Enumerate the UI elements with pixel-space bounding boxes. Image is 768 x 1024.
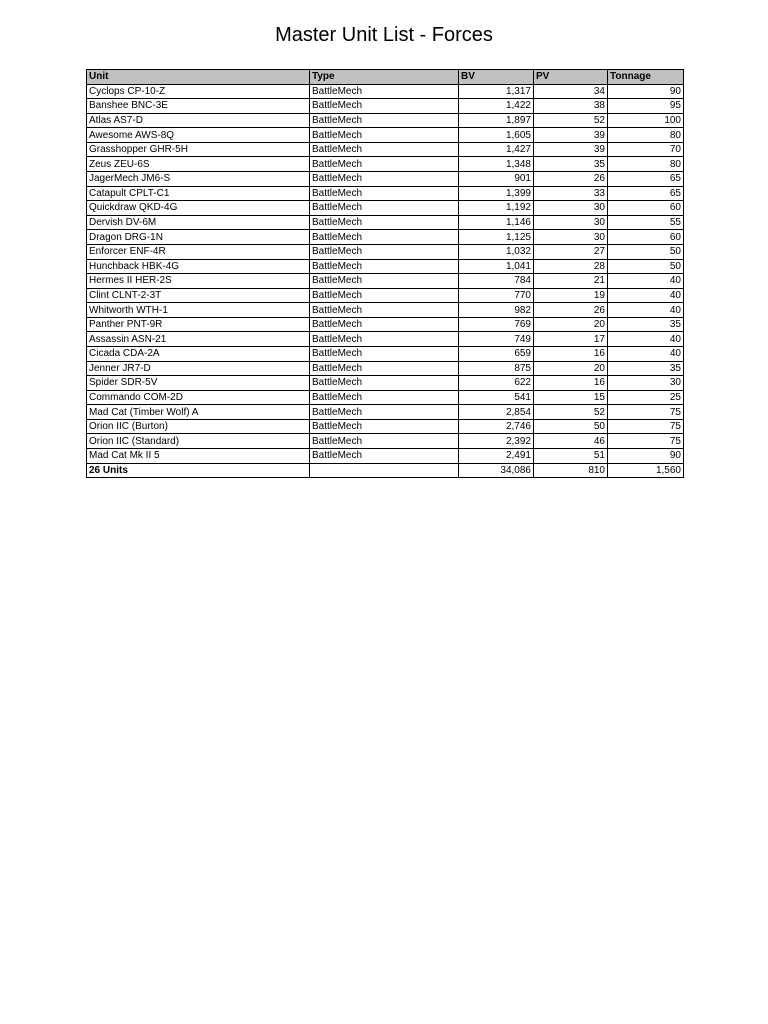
cell-pv: 27 — [534, 244, 608, 259]
cell-pv: 26 — [534, 172, 608, 187]
cell-type: BattleMech — [310, 332, 459, 347]
cell-pv: 35 — [534, 157, 608, 172]
cell-tonnage: 75 — [608, 434, 684, 449]
cell-tonnage: 75 — [608, 419, 684, 434]
cell-type: BattleMech — [310, 419, 459, 434]
cell-bv: 1,897 — [459, 113, 534, 128]
table-row — [87, 317, 684, 332]
page-title: Master Unit List - Forces — [275, 24, 493, 46]
cell-pv: 28 — [534, 259, 608, 274]
cell-unit: Hermes II HER-2S — [87, 274, 310, 289]
cell-bv: 1,605 — [459, 128, 534, 143]
cell-bv: 659 — [459, 346, 534, 361]
cell-tonnage: 75 — [608, 405, 684, 420]
table-row — [87, 157, 684, 172]
column-header-pv: PV — [534, 70, 608, 85]
total-tonnage: 1,560 — [608, 463, 684, 478]
table-row — [87, 274, 684, 289]
cell-unit: Atlas AS7-D — [87, 113, 310, 128]
cell-bv: 1,399 — [459, 186, 534, 201]
cell-tonnage: 90 — [608, 449, 684, 464]
cell-tonnage: 90 — [608, 84, 684, 99]
cell-type: BattleMech — [310, 259, 459, 274]
table-row — [87, 128, 684, 143]
cell-bv: 1,348 — [459, 157, 534, 172]
cell-tonnage: 30 — [608, 376, 684, 391]
cell-bv: 2,854 — [459, 405, 534, 420]
cell-type: BattleMech — [310, 215, 459, 230]
total-bv: 34,086 — [459, 463, 534, 478]
cell-pv: 51 — [534, 449, 608, 464]
cell-type: BattleMech — [310, 434, 459, 449]
table-row — [87, 434, 684, 449]
total-row — [87, 463, 684, 478]
cell-bv: 1,422 — [459, 99, 534, 114]
cell-pv: 16 — [534, 376, 608, 391]
cell-unit: Orion IIC (Burton) — [87, 419, 310, 434]
table-row — [87, 405, 684, 420]
cell-unit: Jenner JR7-D — [87, 361, 310, 376]
column-header-unit: Unit — [87, 70, 310, 85]
cell-type: BattleMech — [310, 172, 459, 187]
cell-bv: 749 — [459, 332, 534, 347]
cell-type: BattleMech — [310, 113, 459, 128]
cell-type: BattleMech — [310, 405, 459, 420]
cell-bv: 784 — [459, 274, 534, 289]
cell-type: BattleMech — [310, 346, 459, 361]
cell-pv: 30 — [534, 201, 608, 216]
column-header-type: Type — [310, 70, 459, 85]
cell-unit: Dragon DRG-1N — [87, 230, 310, 245]
cell-bv: 1,427 — [459, 142, 534, 157]
cell-unit: Quickdraw QKD-4G — [87, 201, 310, 216]
cell-bv: 1,032 — [459, 244, 534, 259]
cell-type: BattleMech — [310, 303, 459, 318]
cell-bv: 2,746 — [459, 419, 534, 434]
cell-bv: 1,317 — [459, 84, 534, 99]
cell-pv: 38 — [534, 99, 608, 114]
cell-unit: Mad Cat Mk II 5 — [87, 449, 310, 464]
table-row — [87, 172, 684, 187]
cell-unit: Zeus ZEU-6S — [87, 157, 310, 172]
cell-type: BattleMech — [310, 274, 459, 289]
cell-pv: 20 — [534, 361, 608, 376]
cell-tonnage: 50 — [608, 244, 684, 259]
cell-pv: 50 — [534, 419, 608, 434]
cell-unit: Orion IIC (Standard) — [87, 434, 310, 449]
cell-pv: 34 — [534, 84, 608, 99]
table-row — [87, 259, 684, 274]
cell-tonnage: 70 — [608, 142, 684, 157]
total-pv: 810 — [534, 463, 608, 478]
cell-bv: 901 — [459, 172, 534, 187]
table-row — [87, 376, 684, 391]
cell-pv: 30 — [534, 230, 608, 245]
cell-bv: 770 — [459, 288, 534, 303]
cell-unit: Commando COM-2D — [87, 390, 310, 405]
cell-unit: Clint CLNT-2-3T — [87, 288, 310, 303]
cell-pv: 39 — [534, 128, 608, 143]
cell-type: BattleMech — [310, 288, 459, 303]
table-row — [87, 361, 684, 376]
column-header-tonnage: Tonnage — [608, 70, 684, 85]
cell-unit: Assassin ASN-21 — [87, 332, 310, 347]
cell-tonnage: 40 — [608, 332, 684, 347]
cell-type: BattleMech — [310, 390, 459, 405]
cell-pv: 52 — [534, 405, 608, 420]
cell-tonnage: 100 — [608, 113, 684, 128]
cell-tonnage: 35 — [608, 317, 684, 332]
cell-tonnage: 35 — [608, 361, 684, 376]
table-row — [87, 449, 684, 464]
cell-tonnage: 80 — [608, 157, 684, 172]
cell-type: BattleMech — [310, 84, 459, 99]
cell-pv: 39 — [534, 142, 608, 157]
cell-type: BattleMech — [310, 449, 459, 464]
cell-tonnage: 25 — [608, 390, 684, 405]
cell-type: BattleMech — [310, 317, 459, 332]
cell-unit: Banshee BNC-3E — [87, 99, 310, 114]
table-row — [87, 215, 684, 230]
cell-unit: Dervish DV-6M — [87, 215, 310, 230]
cell-unit: Grasshopper GHR-5H — [87, 142, 310, 157]
cell-type: BattleMech — [310, 157, 459, 172]
cell-tonnage: 40 — [608, 346, 684, 361]
cell-unit: Enforcer ENF-4R — [87, 244, 310, 259]
table-body — [87, 84, 684, 478]
cell-unit: Cyclops CP-10-Z — [87, 84, 310, 99]
table-row — [87, 113, 684, 128]
total-type — [310, 463, 459, 478]
cell-type: BattleMech — [310, 99, 459, 114]
cell-pv: 26 — [534, 303, 608, 318]
table-row — [87, 346, 684, 361]
cell-type: BattleMech — [310, 128, 459, 143]
cell-pv: 30 — [534, 215, 608, 230]
table-row — [87, 244, 684, 259]
table-header-row — [87, 70, 684, 85]
table-row — [87, 332, 684, 347]
cell-bv: 875 — [459, 361, 534, 376]
table-row — [87, 99, 684, 114]
unit-table — [86, 69, 684, 478]
table-row — [87, 186, 684, 201]
cell-tonnage: 40 — [608, 288, 684, 303]
table-row — [87, 84, 684, 99]
table-row — [87, 201, 684, 216]
cell-bv: 541 — [459, 390, 534, 405]
cell-unit: Cicada CDA-2A — [87, 346, 310, 361]
cell-type: BattleMech — [310, 376, 459, 391]
cell-type: BattleMech — [310, 186, 459, 201]
cell-type: BattleMech — [310, 201, 459, 216]
cell-unit: Awesome AWS-8Q — [87, 128, 310, 143]
cell-bv: 769 — [459, 317, 534, 332]
cell-pv: 21 — [534, 274, 608, 289]
cell-pv: 15 — [534, 390, 608, 405]
cell-bv: 2,491 — [459, 449, 534, 464]
cell-pv: 17 — [534, 332, 608, 347]
cell-type: BattleMech — [310, 361, 459, 376]
cell-type: BattleMech — [310, 244, 459, 259]
cell-type: BattleMech — [310, 142, 459, 157]
cell-bv: 1,146 — [459, 215, 534, 230]
cell-unit: Mad Cat (Timber Wolf) A — [87, 405, 310, 420]
cell-pv: 33 — [534, 186, 608, 201]
cell-bv: 1,192 — [459, 201, 534, 216]
cell-tonnage: 50 — [608, 259, 684, 274]
cell-unit: JagerMech JM6-S — [87, 172, 310, 187]
cell-unit: Panther PNT-9R — [87, 317, 310, 332]
cell-tonnage: 60 — [608, 230, 684, 245]
cell-pv: 52 — [534, 113, 608, 128]
cell-tonnage: 60 — [608, 201, 684, 216]
cell-bv: 622 — [459, 376, 534, 391]
table-row — [87, 288, 684, 303]
table-row — [87, 230, 684, 245]
cell-tonnage: 95 — [608, 99, 684, 114]
cell-bv: 982 — [459, 303, 534, 318]
cell-pv: 16 — [534, 346, 608, 361]
cell-tonnage: 40 — [608, 303, 684, 318]
cell-bv: 1,125 — [459, 230, 534, 245]
cell-tonnage: 80 — [608, 128, 684, 143]
total-label: 26 Units — [87, 463, 310, 478]
cell-unit: Whitworth WTH-1 — [87, 303, 310, 318]
cell-unit: Spider SDR-5V — [87, 376, 310, 391]
table-row — [87, 303, 684, 318]
cell-tonnage: 55 — [608, 215, 684, 230]
cell-pv: 20 — [534, 317, 608, 332]
column-header-bv: BV — [459, 70, 534, 85]
cell-tonnage: 40 — [608, 274, 684, 289]
cell-bv: 2,392 — [459, 434, 534, 449]
table-row — [87, 390, 684, 405]
cell-unit: Catapult CPLT-C1 — [87, 186, 310, 201]
cell-pv: 46 — [534, 434, 608, 449]
cell-tonnage: 65 — [608, 186, 684, 201]
table-row — [87, 142, 684, 157]
cell-pv: 19 — [534, 288, 608, 303]
table-row — [87, 419, 684, 434]
cell-unit: Hunchback HBK-4G — [87, 259, 310, 274]
cell-type: BattleMech — [310, 230, 459, 245]
cell-tonnage: 65 — [608, 172, 684, 187]
cell-bv: 1,041 — [459, 259, 534, 274]
